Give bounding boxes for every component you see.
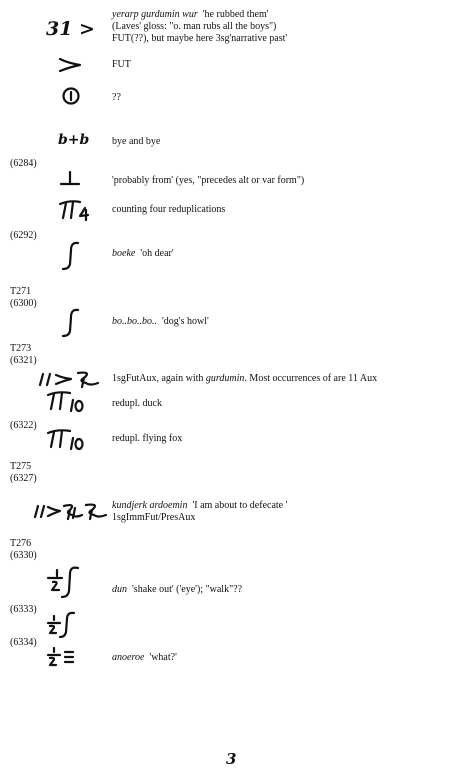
inverted-t-glyph xyxy=(59,169,83,189)
fut-arrow-glyph xyxy=(58,55,84,73)
entry-15-text: anoeroe 'what?' xyxy=(112,652,177,663)
entry-11-text: redupl. flying fox xyxy=(112,433,183,444)
half-equals-glyph xyxy=(44,644,80,670)
entry-8-text: bo..bo..bo.. 'dog's howl' xyxy=(112,316,209,327)
entry-8-ref: (6300) xyxy=(10,298,37,309)
entry-1-line-2: (Laves' gloss: "o. man rubs all the boys") xyxy=(112,21,277,32)
entry-3-text: ?? xyxy=(112,92,121,103)
glyph-31-arrow: 31 > xyxy=(46,18,95,40)
glyph-b-plus-b: b+b xyxy=(58,132,90,148)
entry-10-text: redupl. duck xyxy=(112,398,162,409)
entry-7-ref: (6292) xyxy=(10,230,37,241)
integral-glyph xyxy=(60,240,84,272)
entry-5-ref: (6284) xyxy=(10,158,37,169)
eleven-arrow-r-glyph xyxy=(38,369,102,389)
entry-12-ref: (6327) xyxy=(10,473,37,484)
entry-13-ref: (6330) xyxy=(10,550,37,561)
entry-4-text: bye and bye xyxy=(112,136,161,147)
entry-9-text: 1sgFutAux, again with gurdumin. Most occurrences of are 11 Aux xyxy=(112,373,378,384)
entry-13-tape: T276 xyxy=(10,538,32,549)
entry-11-ref: (6322) xyxy=(10,420,37,431)
pi-ten-glyph xyxy=(46,390,86,414)
entry-8-tape: T271 xyxy=(10,286,32,297)
entry-13-text: dun 'shake out' ('eye'); "walk"?? xyxy=(112,584,243,595)
entry-1-line-1: yerarp gurdumin wur 'he rubbed them' xyxy=(112,9,269,20)
entry-1-line-3: FUT(??), but maybe here 3sg'narrative past' xyxy=(112,33,288,44)
entry-9-tape: T273 xyxy=(10,343,32,354)
circled-one-glyph xyxy=(62,87,82,107)
entry-12-line-2: 1sgImmFut/PresAux xyxy=(112,512,196,523)
page-number: 3 xyxy=(226,750,237,768)
entry-6-text: counting four reduplications xyxy=(112,204,226,215)
entry-2-text: FUT xyxy=(112,59,131,70)
fraction-integral-glyph xyxy=(44,564,84,600)
entry-7-text: boeke 'oh dear' xyxy=(112,248,174,259)
entry-12-line-1: kundjerk ardoemin 'I am about to defecate ' xyxy=(112,500,288,511)
eleven-arrow-double-r-glyph xyxy=(33,500,109,522)
entry-12-tape: T275 xyxy=(10,461,32,472)
entry-15-ref: (6334) xyxy=(10,637,37,648)
pi-four-glyph xyxy=(58,198,94,222)
pi-ten-glyph-2 xyxy=(46,428,86,452)
entry-14-ref: (6333) xyxy=(10,604,37,615)
integral-glyph-2 xyxy=(60,307,84,339)
half-integral-glyph xyxy=(44,610,80,640)
entry-9-ref: (6321) xyxy=(10,355,37,366)
entry-5-text: 'probably from' (yes, "precedes alt or var form") xyxy=(112,175,305,186)
